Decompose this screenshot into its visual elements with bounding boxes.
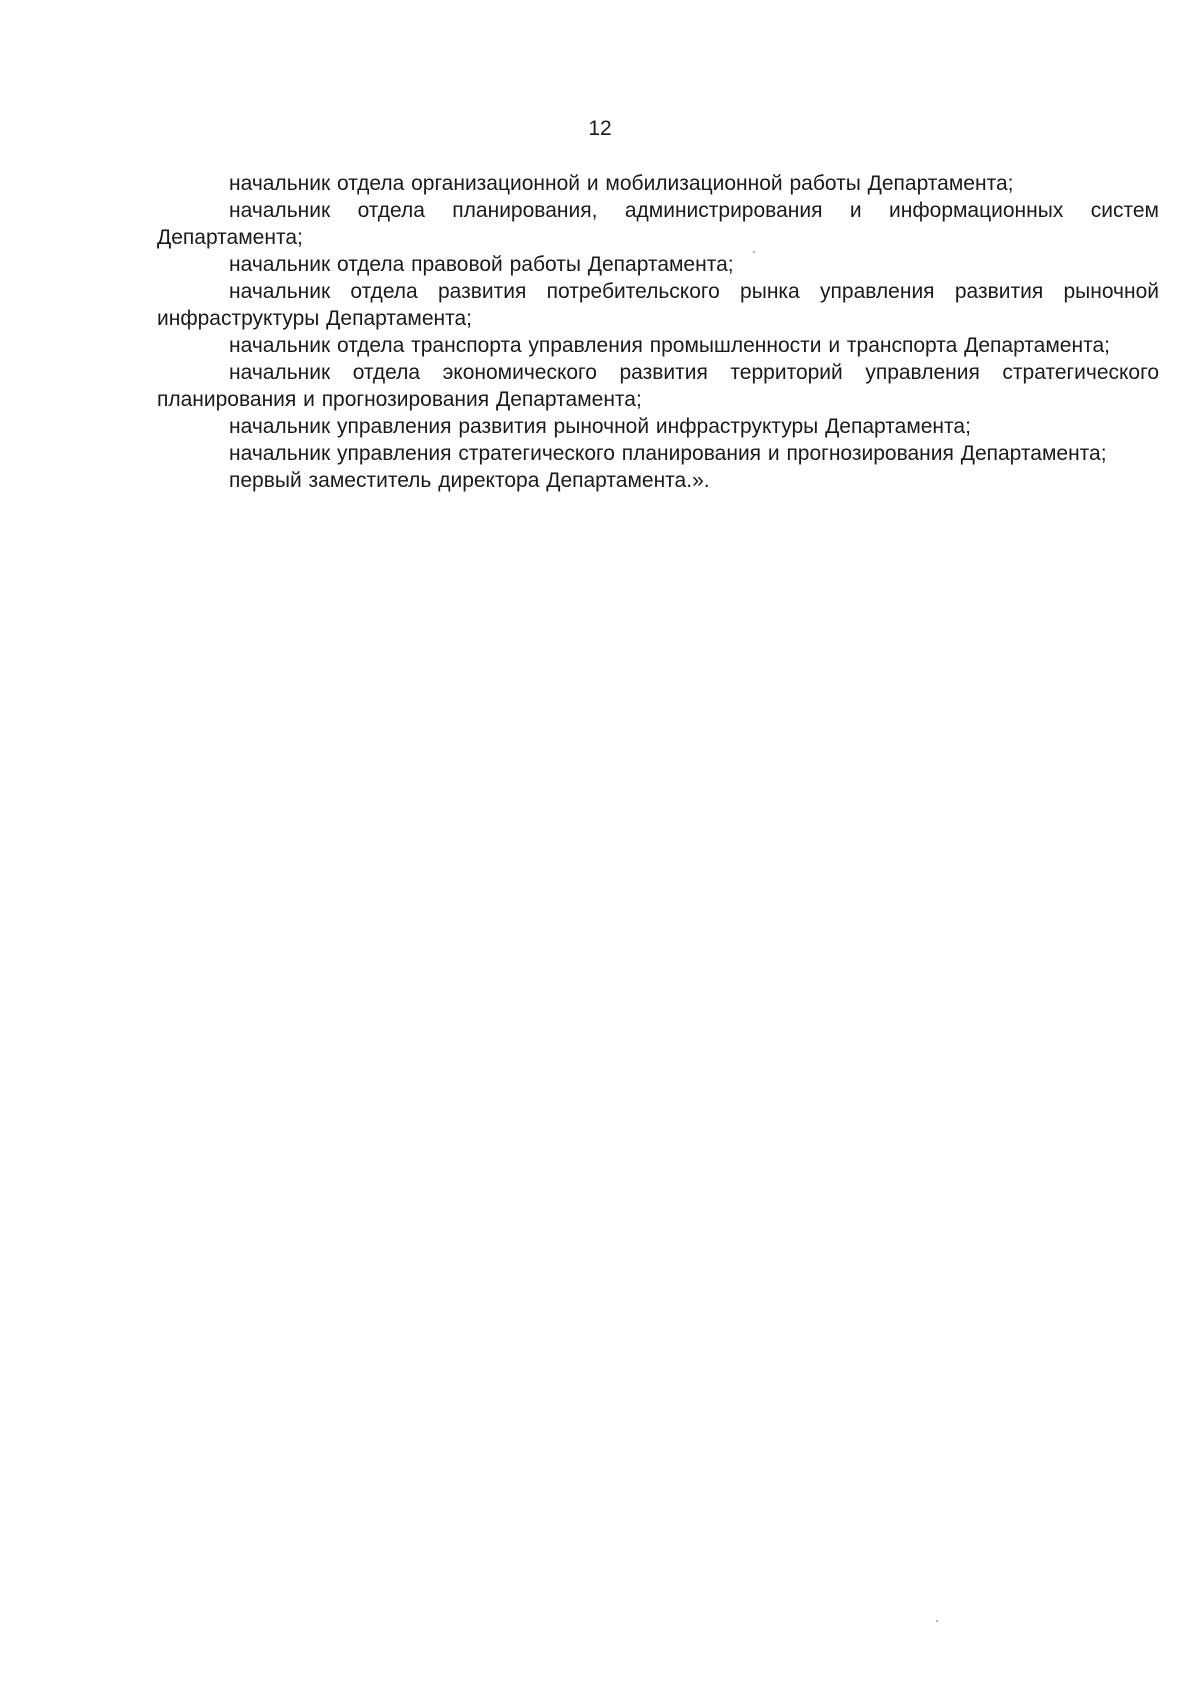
page-number: 12 (588, 117, 612, 140)
list-item: начальник отдела правовой работы Департамента; (229, 253, 734, 276)
scan-speck (753, 251, 755, 253)
list-item: первый заместитель директора Департамента.». (229, 469, 710, 492)
list-item: начальник управления стратегического планирования и прогнозирования Департамента; (229, 442, 1107, 465)
list-item: начальник отдела организационной и мобилизационной работы Департамента; (229, 172, 1014, 195)
list-item: начальник отдела экономического развития территорий управления стратегического планирования и прогнозирования Департамента; (157, 361, 1159, 411)
list-item: начальник управления развития рыночной инфраструктуры Департамента; (229, 415, 971, 438)
scan-speck (936, 1620, 938, 1622)
list-item: начальник отдела транспорта управления промышленности и транспорта Департамента; (229, 334, 1110, 357)
document-body (157, 170, 1159, 494)
list-item: начальник отдела планирования, администрирования и информационных систем Департамента; (157, 199, 1159, 249)
list-item: начальник отдела развития потребительского рынка управления развития рыночной инфраструктуры Департамента; (157, 280, 1159, 330)
